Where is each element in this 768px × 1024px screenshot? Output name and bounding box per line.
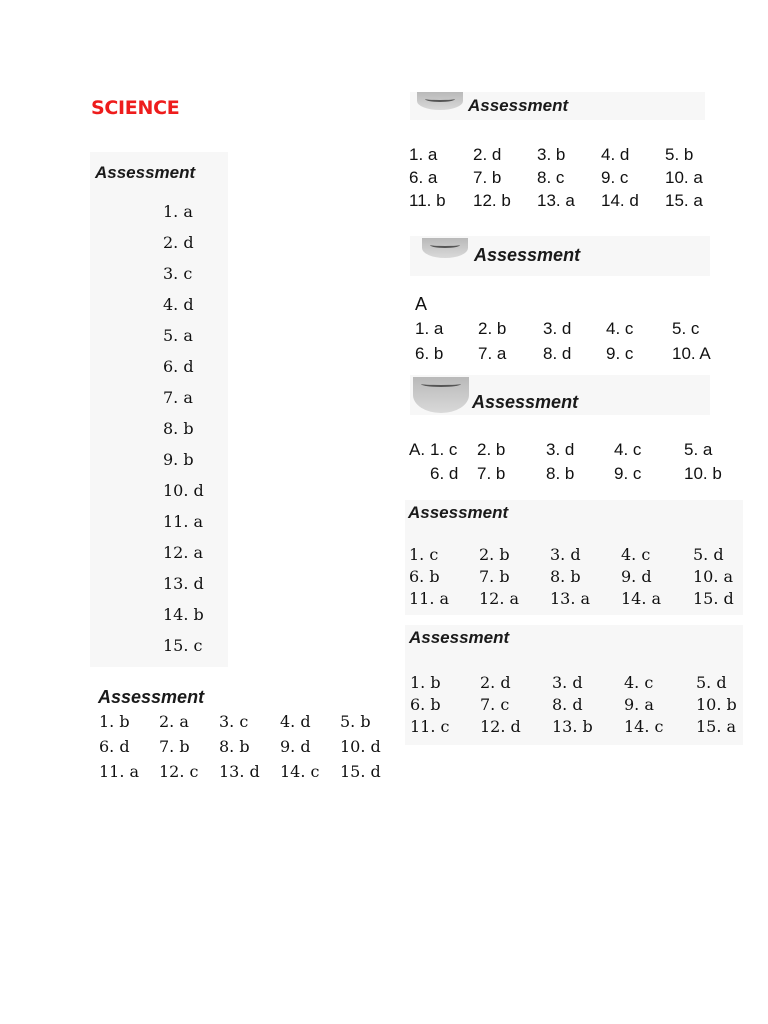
answer-cell: 1. b	[99, 712, 130, 731]
answer-cell: 5. d	[696, 673, 727, 692]
answer-cell: 6. d	[430, 464, 459, 483]
answer-cell: 14. d	[601, 191, 639, 210]
answer-cell: 3. d	[552, 673, 583, 692]
answer-cell: 13. a	[537, 191, 575, 210]
answer-cell: 5. b	[340, 712, 371, 731]
answer-cell: 14. c	[280, 762, 320, 781]
answer-cell: 14. c	[624, 717, 664, 736]
answer-cell: 10. a	[693, 567, 734, 586]
answer-cell: 13. a	[550, 589, 591, 608]
answer-cell: 1. c	[430, 440, 458, 459]
answer-cell: 7. b	[479, 567, 510, 586]
answer-item: 3. c	[163, 264, 193, 283]
answer-cell: 2. b	[477, 440, 506, 459]
answer-item: 9. b	[163, 450, 194, 469]
answer-item: 15. c	[163, 636, 203, 655]
answer-cell: 3. d	[550, 545, 581, 564]
answer-cell: 15. a	[696, 717, 737, 736]
answer-cell: 2. b	[479, 545, 510, 564]
answer-cell: 4. c	[606, 319, 634, 338]
answer-cell: 12. a	[479, 589, 520, 608]
answer-cell: 7. c	[480, 695, 510, 714]
answer-cell: 5. a	[684, 440, 713, 459]
answer-key-block-right-4	[405, 500, 743, 615]
answer-cell: 9. c	[614, 464, 642, 483]
answer-cell: 2. b	[478, 319, 507, 338]
answer-item: 2. d	[163, 233, 194, 252]
answer-cell: 8. b	[219, 737, 250, 756]
answer-cell: 15. d	[340, 762, 381, 781]
answer-key-block-right-2	[405, 236, 715, 371]
assessment-heading: Assessment	[474, 245, 581, 265]
answer-cell: 7. b	[477, 464, 506, 483]
mascot-icon	[413, 377, 469, 413]
answer-cell: 2. d	[473, 145, 502, 164]
answer-cell: 12. c	[159, 762, 199, 781]
answer-cell: 3. b	[537, 145, 566, 164]
answer-cell: 6. b	[410, 695, 441, 714]
assessment-heading: Assessment	[409, 628, 510, 647]
answer-key-block-right-1	[405, 92, 705, 212]
answer-cell: 5. c	[672, 319, 700, 338]
answer-item: 8. b	[163, 419, 194, 438]
answer-cell: 1. a	[415, 319, 444, 338]
answer-cell: 8. b	[550, 567, 581, 586]
answer-cell: 14. a	[621, 589, 662, 608]
answer-cell: 8. d	[543, 344, 572, 363]
assessment-heading: Assessment	[468, 96, 569, 115]
answer-cell: 4. d	[601, 145, 630, 164]
answer-item: 11. a	[163, 512, 204, 531]
answer-cell: 7. b	[159, 737, 190, 756]
answer-item: 13. d	[163, 574, 204, 593]
answer-cell: 4. c	[614, 440, 642, 459]
answer-cell: 10. b	[684, 464, 722, 483]
answer-cell: 13. d	[219, 762, 260, 781]
answer-item: 5. a	[163, 326, 193, 345]
answer-cell: 12. b	[473, 191, 511, 210]
answer-cell: 11. a	[99, 762, 140, 781]
answer-cell: 5. d	[693, 545, 724, 564]
answer-cell: 8. c	[537, 168, 565, 187]
answer-item: 1. a	[163, 202, 193, 221]
answer-cell: 5. b	[665, 145, 694, 164]
assessment-heading: Assessment	[408, 503, 509, 522]
answer-item: 12. a	[163, 543, 204, 562]
answer-key-block-left-2	[90, 682, 390, 782]
answer-cell: 10. A	[672, 344, 711, 363]
answer-cell: 10. a	[665, 168, 703, 187]
answer-cell: 9. d	[621, 567, 652, 586]
assessment-heading: Assessment	[95, 163, 196, 182]
answer-cell: 6. b	[415, 344, 444, 363]
page-title: SCIENCE	[91, 97, 180, 119]
answer-item: 4. d	[163, 295, 194, 314]
answer-cell: 11. c	[410, 717, 450, 736]
answer-cell: 6. d	[99, 737, 130, 756]
answer-cell: 9. c	[606, 344, 634, 363]
answer-cell: 9. a	[624, 695, 654, 714]
answer-key-block-right-5	[405, 625, 743, 745]
answer-cell: 10. b	[696, 695, 737, 714]
answer-cell: 9. d	[280, 737, 311, 756]
assessment-heading: Assessment	[472, 392, 579, 412]
answer-cell: 1. b	[410, 673, 441, 692]
answer-cell: 3. c	[219, 712, 249, 731]
answer-item: 14. b	[163, 605, 204, 624]
answer-cell: 15. d	[693, 589, 734, 608]
answer-cell: 10. d	[340, 737, 381, 756]
answer-cell: 2. a	[159, 712, 189, 731]
answer-cell: 15. a	[665, 191, 703, 210]
answer-key-block-left-1	[90, 152, 228, 667]
answer-cell: 8. b	[546, 464, 575, 483]
assessment-heading: Assessment	[98, 687, 205, 707]
part-label: A.	[409, 440, 426, 459]
answer-cell: 11. b	[409, 191, 446, 210]
answer-cell: 4. c	[621, 545, 651, 564]
answer-cell: 3. d	[543, 319, 572, 338]
answer-cell: 8. d	[552, 695, 583, 714]
answer-cell: 6. b	[409, 567, 440, 586]
answer-cell: 9. c	[601, 168, 629, 187]
answer-cell: 11. a	[409, 589, 450, 608]
answer-key-block-right-3	[405, 375, 725, 490]
answer-cell: 13. b	[552, 717, 593, 736]
answer-cell: 7. a	[478, 344, 507, 363]
mascot-icon	[417, 92, 463, 110]
answer-item: 6. d	[163, 357, 194, 376]
answer-cell: 1. a	[409, 145, 438, 164]
answer-cell: 4. c	[624, 673, 654, 692]
answer-cell: 4. d	[280, 712, 311, 731]
answer-cell: 1. c	[409, 545, 439, 564]
mascot-icon	[422, 238, 468, 258]
answer-cell: 2. d	[480, 673, 511, 692]
answer-cell: 12. d	[480, 717, 521, 736]
answer-cell: 6. a	[409, 168, 438, 187]
answer-item: 7. a	[163, 388, 193, 407]
answer-cell: 7. b	[473, 168, 502, 187]
answer-cell: 3. d	[546, 440, 575, 459]
answer-item: 10. d	[163, 481, 204, 500]
part-label: A	[415, 294, 428, 314]
